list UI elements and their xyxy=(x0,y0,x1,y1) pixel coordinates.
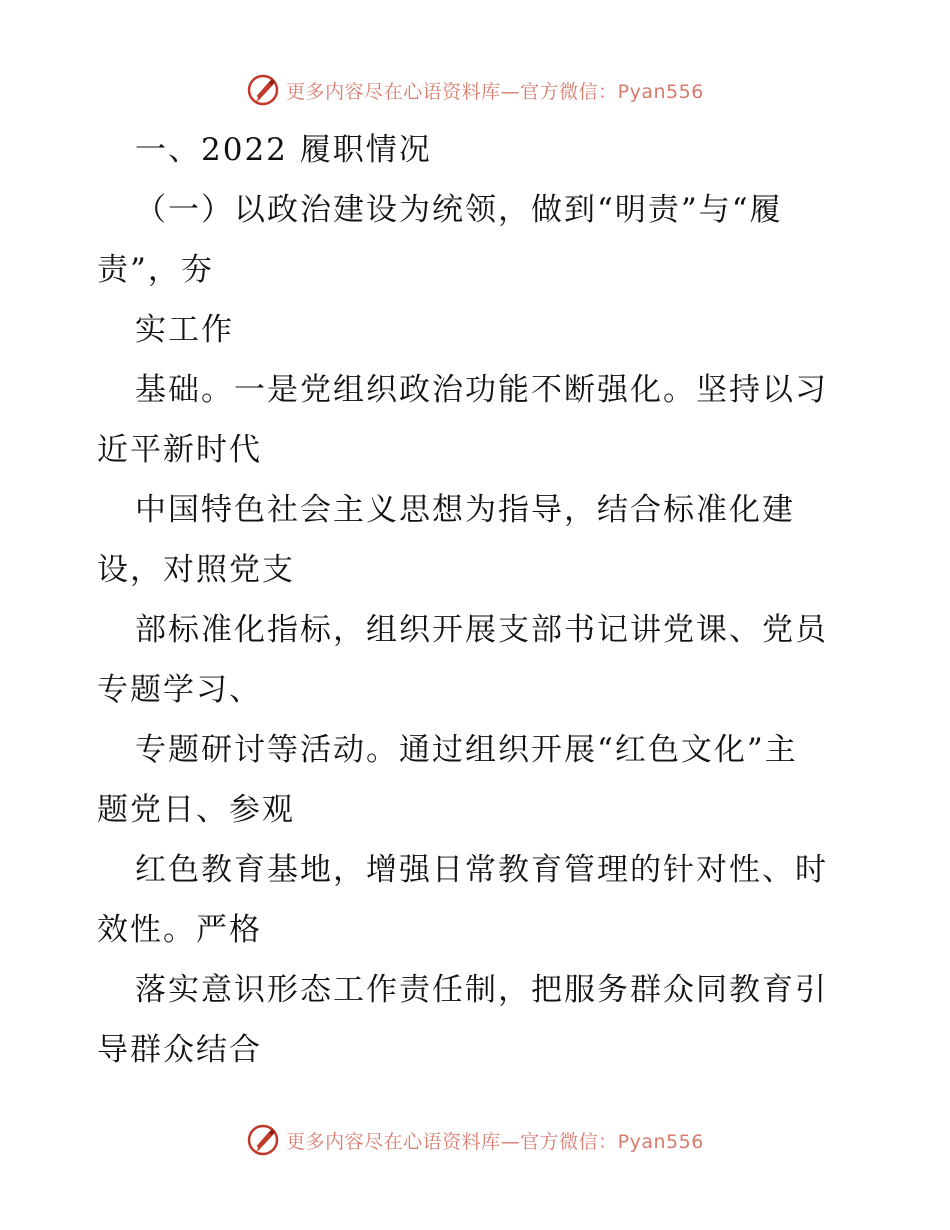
header-banner-title: 更多内容尽在心语资料库 xyxy=(286,80,501,103)
header-banner xyxy=(0,70,950,110)
paragraph-line: 设，对照党支 xyxy=(97,552,295,588)
section-heading: 一、2022 履职情况 xyxy=(135,132,432,168)
footer-banner xyxy=(0,1120,950,1160)
footer-banner-dash: — xyxy=(500,1130,521,1153)
header-banner-dash: — xyxy=(500,80,521,103)
paragraph-line: 题党日、参观 xyxy=(97,792,295,828)
paragraph-line: 红色教育基地，增强日常教育管理的针对性、时 xyxy=(135,852,828,888)
footer-banner-title: 更多内容尽在心语资料库 xyxy=(286,1130,501,1153)
paragraph-line: 效性。严格 xyxy=(97,912,262,948)
paragraph-line: 近平新时代 xyxy=(97,432,262,468)
paragraph-line: 中国特色社会主义思想为指导，结合标准化建 xyxy=(135,492,795,528)
header-banner-contact: 官方微信：Pyan556 xyxy=(520,80,704,103)
footer-banner-contact: 官方微信：Pyan556 xyxy=(520,1130,704,1153)
pen-logo-icon xyxy=(246,73,280,107)
paragraph-line: 落实意识形态工作责任制，把服务群众同教育引 xyxy=(135,972,828,1008)
paragraph-line: 部标准化指标，组织开展支部书记讲党课、党员 xyxy=(135,612,828,648)
paragraph-line: （一）以政治建设为统领，做到“明责”与“履 xyxy=(135,192,783,228)
paragraph-line: 导群众结合 xyxy=(97,1032,262,1068)
paragraph-line: 专题学习、 xyxy=(97,672,262,708)
paragraph-line: 实工作 xyxy=(135,312,234,348)
header-banner-text xyxy=(286,77,704,104)
footer-banner-text xyxy=(286,1127,704,1154)
paragraph-line: 责”，夯 xyxy=(97,252,214,288)
document-body xyxy=(97,120,857,1080)
paragraph-line: 基础。一是党组织政治功能不断强化。坚持以习 xyxy=(135,372,828,408)
paragraph-line: 专题研讨等活动。通过组织开展“红色文化”主 xyxy=(135,732,798,768)
pen-logo-icon xyxy=(246,1123,280,1157)
